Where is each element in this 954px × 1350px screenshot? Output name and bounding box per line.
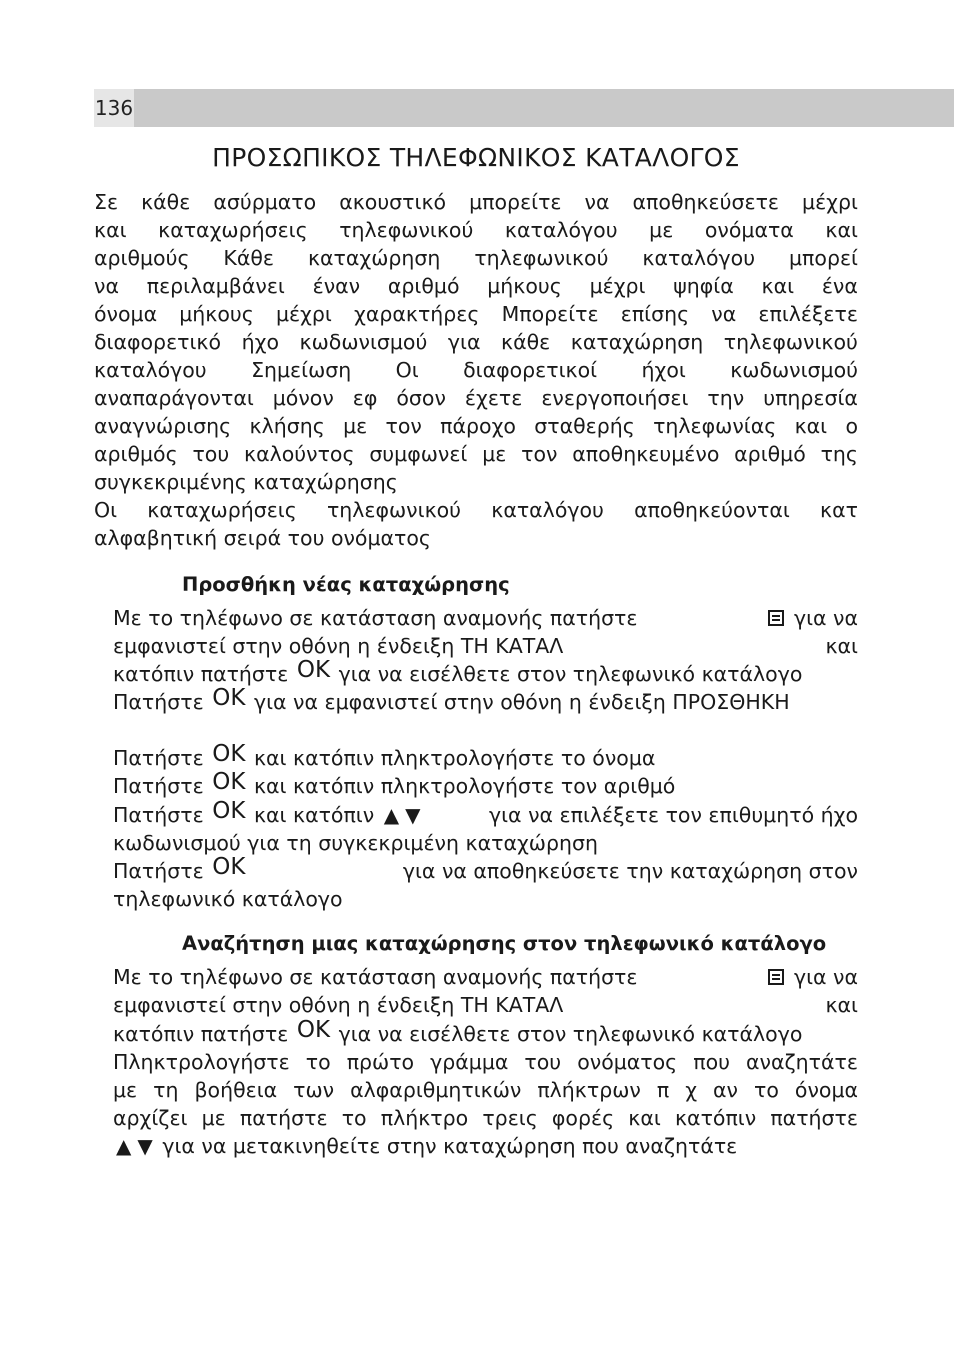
ok-key-icon: OK — [212, 685, 246, 711]
add-step-line: Πατήστε OK για να αποθηκεύσετε την καταχώρηση στον — [113, 854, 858, 883]
down-arrow-icon: ▼ — [405, 803, 421, 827]
ok-key-icon: OK — [296, 1017, 331, 1043]
intro-line: αναγνώρισης κλήσης με τον πάροχο σταθερής τηλεφωνίας και ο — [94, 414, 858, 438]
add-step-line: Με το τηλέφωνο σε κατάσταση αναμονής πατήστε για να — [113, 606, 858, 630]
header-bar — [94, 89, 954, 127]
search-step-line: εμφανιστεί στην οθόνη η ένδειξη ΤΗ ΚΑΤΑΛ και — [113, 993, 858, 1017]
add-step-line: κατόπιν πατήστε OK για να εισέλθετε στον τηλεφωνικό κατάλογο — [113, 657, 803, 686]
add-step-line: κωδωνισμού για τη συγκεκριμένη καταχώρηση — [113, 831, 598, 855]
intro-line: αριθμούς Κάθε καταχώρηση τηλεφωνικού καταλόγου μπορεί — [94, 246, 858, 270]
ok-key-icon: OK — [212, 769, 246, 795]
intro-line: διαφορετικό ήχο κωδωνισμού για κάθε καταχώρηση τηλεφωνικού — [94, 330, 858, 354]
intro-line: αλφαβητική σειρά του ονόματος — [94, 526, 431, 550]
ok-key-icon: OK — [212, 798, 246, 824]
intro-line: Οι καταχωρήσεις τηλεφωνικού καταλόγου αποθηκεύονται κατ — [94, 498, 858, 522]
add-step-line: εμφανιστεί στην οθόνη η ένδειξη ΤΗ ΚΑΤΑΛ και — [113, 634, 858, 658]
intro-line: να περιλαμβάνει έναν αριθμό μήκους μέχρι ψηφία και ένα — [94, 274, 858, 298]
up-arrow-icon: ▲ — [116, 1134, 132, 1158]
search-step-line: κατόπιν πατήστε OK για να εισέλθετε στον τηλεφωνικό κατάλογο — [113, 1017, 803, 1046]
intro-line: όνομα μήκους μέχρι χαρακτήρες Μπορείτε επίσης να επιλέξετε — [94, 302, 858, 326]
search-step-line: αρχίζει με πατήστε το πλήκτρο τρεις φορές και κατόπιν πατήστε — [113, 1106, 858, 1130]
intro-line: αναπαράγονται μόνον εφ όσον έχετε ενεργοποιήσει την υπηρεσία — [94, 386, 858, 410]
up-arrow-icon: ▲ — [383, 803, 400, 827]
down-arrow-icon: ▼ — [137, 1134, 153, 1158]
search-step-line: ▲ ▼ για να μετακινηθείτε στην καταχώρηση που αναζητάτε — [116, 1134, 738, 1158]
add-step-line: Πατήστε OK και κατόπιν ▲ ▼ για να επιλέξετε τον επιθυμητό ήχο — [113, 798, 858, 827]
section-heading-add: Προσθήκη νέας καταχώρησης — [182, 573, 510, 596]
section-heading-search: Αναζήτηση μιας καταχώρησης στον τηλεφωνικό κατάλογο — [182, 932, 827, 955]
intro-line: και καταχωρήσεις τηλεφωνικού καταλόγου με ονόματα και — [94, 218, 858, 242]
search-step-line: Με το τηλέφωνο σε κατάσταση αναμονής πατήστε για να — [113, 965, 858, 989]
menu-key-icon — [768, 969, 784, 985]
menu-key-icon — [768, 610, 784, 626]
intro-line: αριθμός του καλούντος συμφωνεί με τον αποθηκευμένο αριθμό της — [94, 442, 858, 466]
add-step-line: Πατήστε OK για να εμφανιστεί στην οθόνη η ένδειξη ΠΡΟΣΘΗΚΗ — [113, 685, 790, 714]
page-title: ΠΡΟΣΩΠΙΚΟΣ ΤΗΛΕΦΩΝΙΚΟΣ ΚΑΤΑΛΟΓΟΣ — [212, 143, 740, 172]
intro-line: καταλόγου Σημείωση Οι διαφορετικοί ήχοι κωδωνισμού — [94, 358, 858, 382]
search-step-line: με τη βοήθεια των αλφαριθμητικών πλήκτρων π χ αν το όνομα — [113, 1078, 858, 1102]
ok-key-icon: OK — [296, 657, 331, 683]
intro-line: συγκεκριμένης καταχώρησης — [94, 470, 398, 494]
ok-key-icon: OK — [212, 854, 246, 880]
add-step-line: Πατήστε OK και κατόπιν πληκτρολογήστε το όνομα — [113, 741, 656, 770]
add-step-line: τηλεφωνικό κατάλογο — [113, 887, 343, 911]
search-step-line: Πληκτρολογήστε το πρώτο γράμμα του ονόματος που αναζητάτε — [113, 1050, 858, 1074]
page-number: 136 — [94, 89, 134, 127]
ok-key-icon: OK — [212, 741, 246, 767]
intro-line: Σε κάθε ασύρματο ακουστικό μπορείτε να αποθηκεύσετε μέχρι — [94, 190, 858, 214]
add-step-line: Πατήστε OK και κατόπιν πληκτρολογήστε τον αριθμό — [113, 769, 676, 798]
